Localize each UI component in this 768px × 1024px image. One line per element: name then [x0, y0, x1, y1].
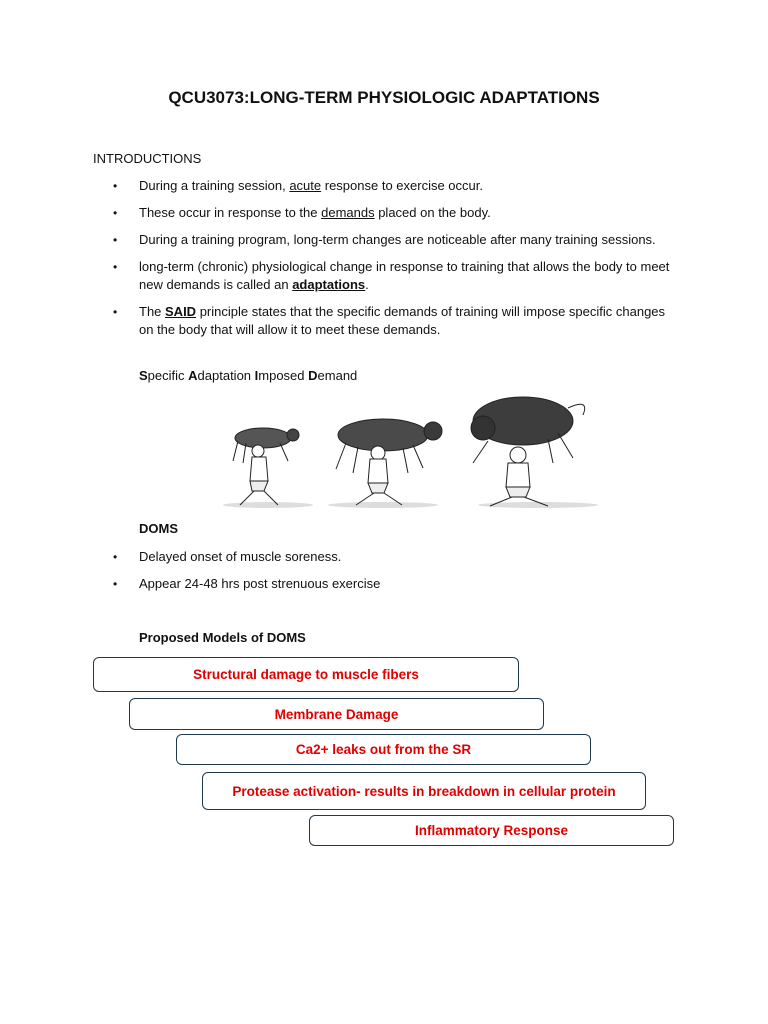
underlined-term-acute: acute [289, 178, 322, 193]
bullet-dot: • [113, 179, 118, 193]
model-box-membrane-damage: Membrane Damage [129, 698, 544, 730]
bullet-dot: • [113, 260, 118, 274]
intro-bullet-2: • These occur in response to the demands placed on the body. [113, 205, 491, 220]
model-box-ca-leak: Ca2+ leaks out from the SR [176, 734, 591, 765]
bullet-dot: • [113, 305, 118, 319]
intro-bullet-3: • During a training program, long-term changes are noticeable after many training sessions. [113, 232, 656, 247]
doms-bullet-2: • Appear 24-48 hrs post strenuous exercise [113, 576, 381, 591]
underlined-term-adaptations: adaptations [292, 277, 366, 292]
milo-carrying-bull-illustration [218, 393, 600, 511]
intro-bullet-5: • The SAID principle states that the specific demands of training will impose specific changes on the body that will allow it to meet these demands. [113, 304, 666, 337]
model-box-inflammatory-response: Inflammatory Response [309, 815, 674, 846]
bullet-dot: • [113, 577, 118, 591]
bullet-dot: • [113, 206, 118, 220]
figure-large-bull [471, 397, 585, 506]
figure-small-calf [233, 428, 299, 505]
model-box-protease-activation: Protease activation- results in breakdown in cellular protein [202, 772, 646, 810]
underlined-term-demands: demands [321, 205, 375, 220]
intro-bullet-4: • long-term (chronic) physiological change in response to training that allows the body to meet new demands is called an adaptations. [113, 259, 670, 292]
intro-bullet-1: • During a training session, acute response to exercise occur. [113, 178, 483, 193]
figure-medium-bull [336, 419, 442, 505]
doms-bullet-1: • Delayed onset of muscle soreness. [113, 549, 342, 564]
proposed-models-heading: Proposed Models of DOMS [139, 630, 306, 645]
section-heading-introductions: INTRODUCTIONS [93, 151, 202, 166]
doms-heading: DOMS [139, 521, 178, 536]
said-acronym-expansion: Specific Adaptation Imposed Demand [139, 368, 358, 383]
underlined-term-said: SAID [165, 304, 197, 319]
model-box-structural-damage: Structural damage to muscle fibers [93, 657, 519, 692]
bullet-dot: • [113, 550, 118, 564]
doms-bullet-list [113, 548, 673, 602]
bullet-dot: • [113, 233, 118, 247]
intro-bullet-list [113, 177, 673, 348]
page-title: QCU3073:LONG-TERM PHYSIOLOGIC ADAPTATIONS [168, 88, 600, 107]
